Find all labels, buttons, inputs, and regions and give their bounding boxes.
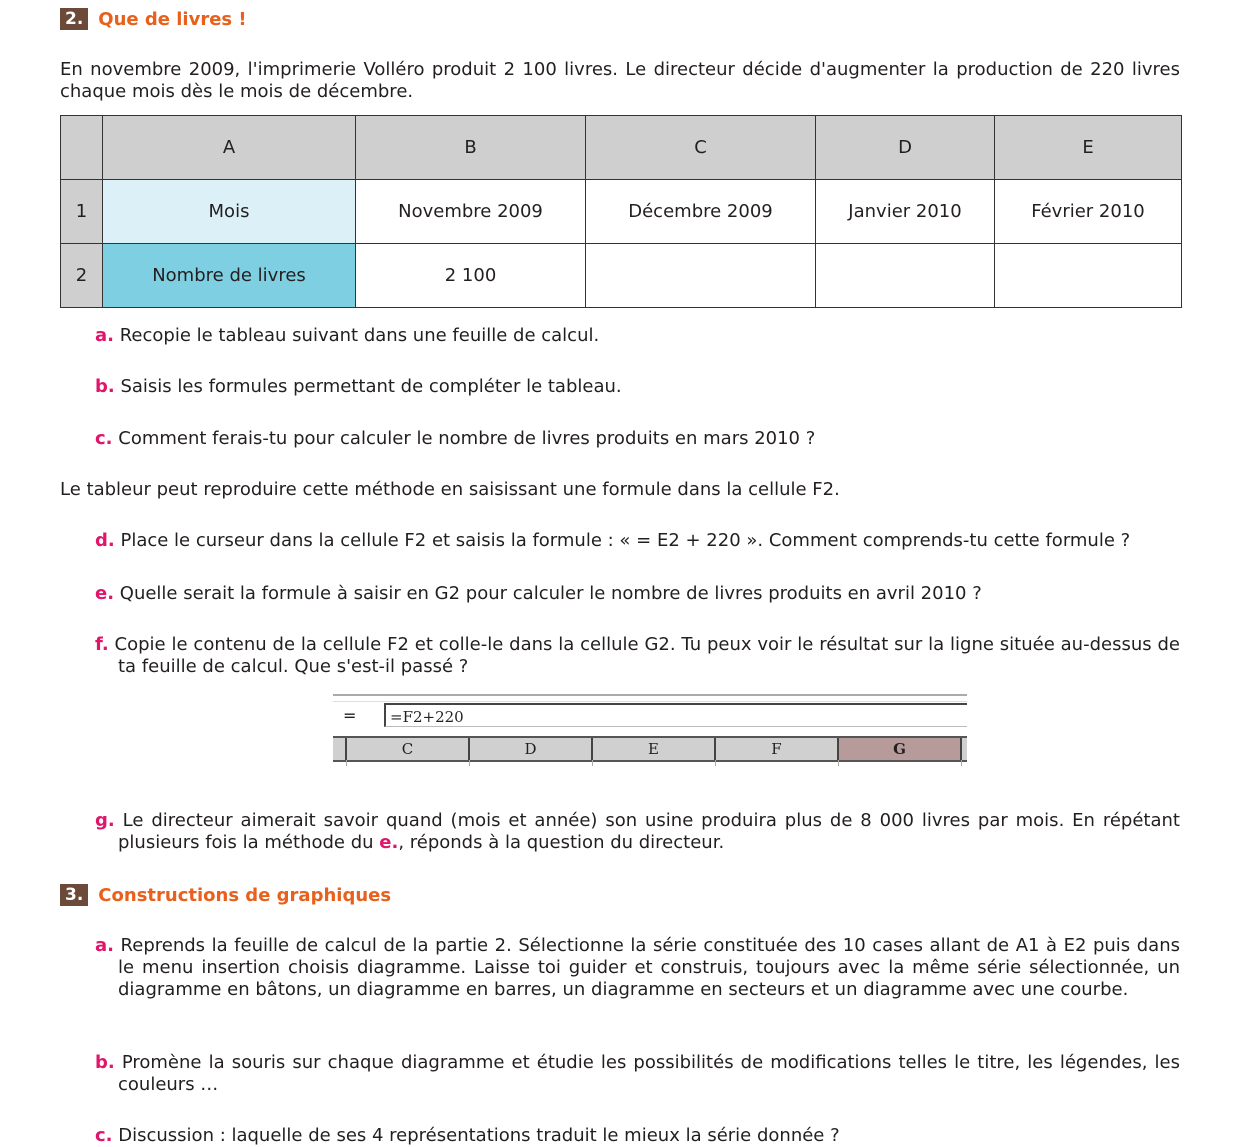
question-g (95, 810, 1180, 854)
formula-bar-illustration (333, 694, 967, 766)
question-text: Copie le contenu de la cellule F2 et colle-le dans la cellule G2. Tu peux voir le résultat sur la ligne située au-dessus de ta feuille de calcul. Que s'est-il passé ? (114, 634, 1180, 677)
question-text: Le directeur aimerait savoir quand (mois et année) son usine produira plus de 8 000 livres par mois. En répétant plusieurs fois la méthode du (118, 810, 1180, 853)
question-letter: g. (95, 810, 115, 831)
column-header: A (103, 116, 356, 180)
column-header: B (356, 116, 586, 180)
question-f (95, 634, 1180, 678)
section-3-heading (60, 884, 391, 906)
question-letter: d. (95, 530, 115, 551)
section-number: 3. (60, 884, 88, 906)
table-cell: Nombre de livres (103, 244, 356, 308)
row-number: 2 (61, 244, 103, 308)
table-cell (586, 244, 816, 308)
table-row (61, 180, 1182, 244)
question-reference: e. (379, 832, 399, 853)
section-2-heading (60, 8, 247, 30)
table-cell: Février 2010 (995, 180, 1182, 244)
table-cell: 2 100 (356, 244, 586, 308)
question-text: Discussion : laquelle de ses 4 représentations traduit le mieux la série donnée ? (118, 1125, 840, 1146)
column-c[interactable]: C (347, 738, 470, 760)
question-text-end: , réponds à la question du directeur. (398, 832, 725, 853)
table-cell (816, 244, 995, 308)
intro-paragraph: En novembre 2009, l'imprimerie Volléro produit 2 100 livres. Le directeur décide d'augmenter la production de 220 livres chaque mois dès le mois de décembre. (60, 59, 1180, 102)
column-e[interactable]: E (593, 738, 716, 760)
question-letter: b. (95, 1052, 115, 1073)
question-text: Recopie le tableau suivant dans une feuille de calcul. (119, 325, 600, 346)
equals-icon: = (343, 706, 357, 725)
column-f[interactable]: F (716, 738, 839, 760)
section3-question-b (95, 1052, 1180, 1096)
section3-question-a (95, 935, 1180, 1001)
section-title: Que de livres ! (98, 8, 247, 30)
column-d[interactable]: D (470, 738, 593, 760)
column-header-strip (333, 736, 967, 762)
column-header: C (586, 116, 816, 180)
column-header: E (995, 116, 1182, 180)
formula-input[interactable]: =F2+220 (384, 703, 967, 727)
question-e (95, 583, 1180, 605)
question-text: Comment ferais-tu pour calculer le nombre de livres produits en mars 2010 ? (118, 428, 816, 449)
section-number: 2. (60, 8, 88, 30)
question-d (95, 530, 1180, 552)
table-cell: Mois (103, 180, 356, 244)
table-cell: Décembre 2009 (586, 180, 816, 244)
corner-cell (61, 116, 103, 180)
grid-ticks (333, 760, 967, 766)
question-letter: e. (95, 583, 115, 604)
toolbar-edge (333, 694, 967, 702)
statement-paragraph: Le tableur peut reproduire cette méthode en saisissant une formule dans la cellule F2. (60, 479, 840, 500)
question-letter: b. (95, 376, 115, 397)
question-c (95, 428, 1180, 450)
question-b (95, 376, 1180, 398)
question-letter: a. (95, 325, 114, 346)
question-a (95, 325, 1180, 347)
question-text: Saisis les formules permettant de compléter le tableau. (120, 376, 622, 397)
section-title: Constructions de graphiques (98, 884, 392, 906)
column-header: D (816, 116, 995, 180)
question-text: Reprends la feuille de calcul de la partie 2. Sélectionne la série constituée des 10 cases allant de A1 à E2 puis dans le menu insertion choisis diagramme. Laisse toi guider et construis, toujours avec la même série sélectionnée, un diagramme en bâtons, un diagramme en barres, un diagramme en secteurs et un diagramme avec une courbe. (118, 935, 1180, 1000)
question-text: Place le curseur dans la cellule F2 et saisis la formule : « = E2 + 220 ». Comment comprends-tu cette formule ? (120, 530, 1131, 551)
column-g-selected[interactable]: G (839, 738, 962, 760)
question-text: Promène la souris sur chaque diagramme et étudie les possibilités de modifications telles le titre, les légendes, les couleurs … (118, 1052, 1180, 1095)
table-cell: Janvier 2010 (816, 180, 995, 244)
spreadsheet-table (60, 115, 1182, 308)
table-cell: Novembre 2009 (356, 180, 586, 244)
header-row (61, 116, 1182, 180)
question-text: Quelle serait la formule à saisir en G2 pour calculer le nombre de livres produits en avril 2010 ? (119, 583, 982, 604)
table-cell (995, 244, 1182, 308)
row-number: 1 (61, 180, 103, 244)
row-header-stub (333, 738, 347, 760)
question-letter: a. (95, 935, 114, 956)
question-letter: c. (95, 1125, 113, 1146)
section3-question-c (95, 1125, 1180, 1147)
question-letter: c. (95, 428, 113, 449)
table-row (61, 244, 1182, 308)
question-letter: f. (95, 634, 109, 655)
